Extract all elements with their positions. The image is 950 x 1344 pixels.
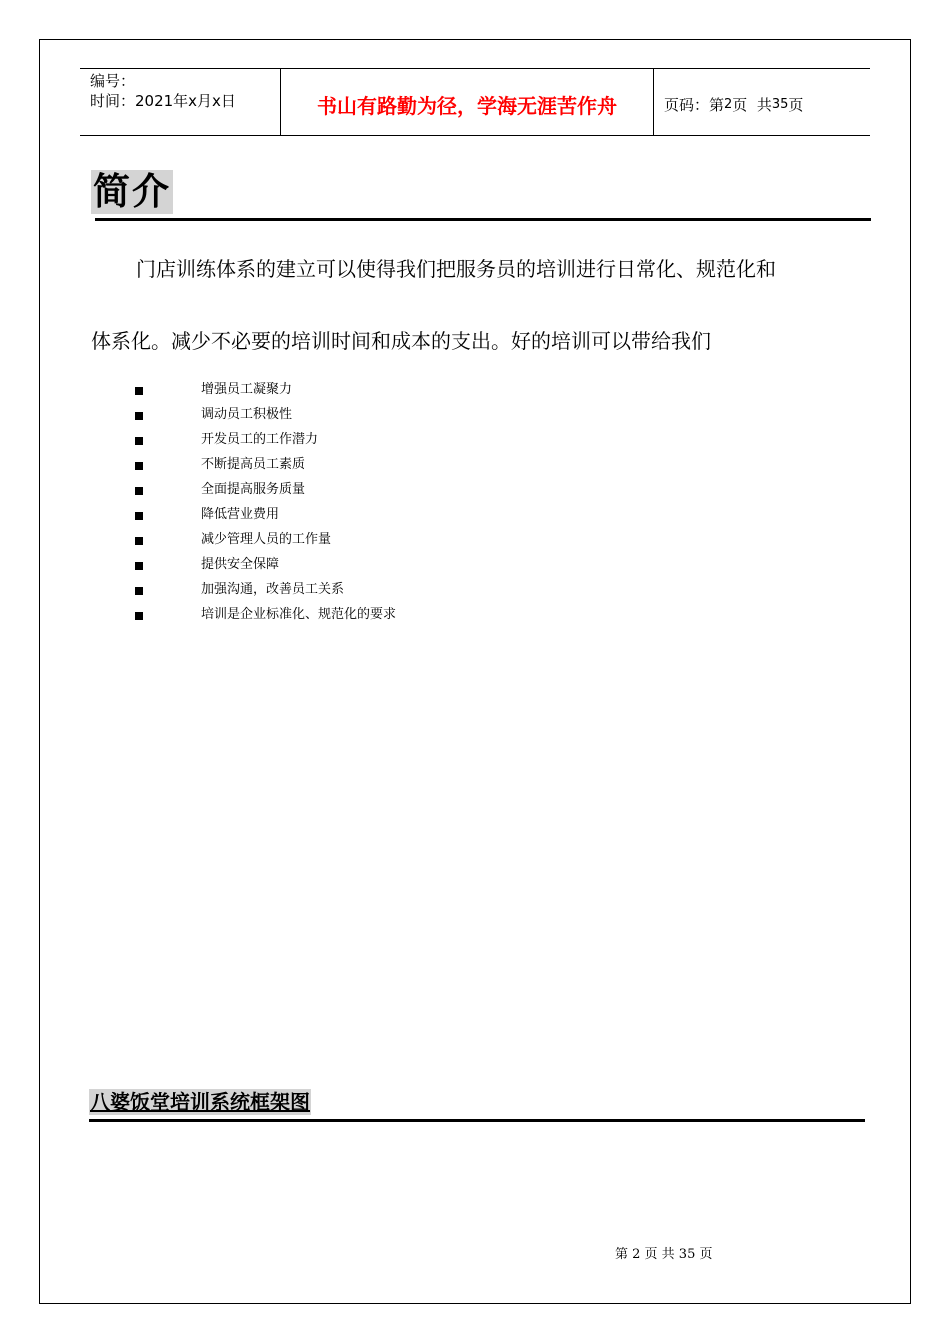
list-item-text: 增强员工凝聚力 (201, 382, 293, 397)
document-id-label: 编号： (90, 72, 136, 90)
header-table (80, 68, 870, 136)
square-bullet-icon (135, 512, 143, 520)
list-item (0, 403, 950, 428)
square-bullet-icon (135, 587, 143, 595)
list-item-text: 加强沟通，改善员工关系 (201, 582, 345, 597)
square-bullet-icon (135, 437, 143, 445)
list-item-text: 培训是企业标准化、规范化的要求 (201, 607, 397, 622)
square-bullet-icon (135, 462, 143, 470)
square-bullet-icon (135, 537, 143, 545)
header-meta-cell (80, 69, 281, 135)
page-number: 2 (724, 96, 733, 112)
benefits-list (0, 378, 950, 628)
square-bullet-icon (135, 612, 143, 620)
framework-heading-rule (89, 1119, 865, 1122)
list-item (0, 578, 950, 603)
footer-page-text: 第 2 页 共 35 页 (615, 1247, 713, 1262)
intro-paragraph-line-1: 门店训练体系的建立可以使得我们把服务员的培训进行日常化、规范化和 (136, 257, 776, 281)
header-page-cell (654, 69, 870, 135)
list-item-text: 不断提高员工素质 (201, 457, 306, 472)
intro-paragraph-line-2: 体系化。减少不必要的培训时间和成本的支出。好的培训可以带给我们 (91, 329, 711, 353)
list-item (0, 503, 950, 528)
list-item (0, 603, 950, 628)
list-item (0, 553, 950, 578)
document-date-label: 时间：2021年x月x日 (90, 92, 236, 110)
square-bullet-icon (135, 487, 143, 495)
intro-heading-rule (95, 218, 871, 221)
list-item (0, 478, 950, 503)
list-item (0, 378, 950, 403)
list-item-text: 开发员工的工作潜力 (201, 432, 319, 447)
page-total: 35 (771, 96, 789, 112)
square-bullet-icon (135, 412, 143, 420)
list-item (0, 453, 950, 478)
page-label-mid: 页 共 (732, 95, 772, 114)
header-motto: 书山有路勤为径，学海无涯苦作舟 (317, 93, 617, 118)
page-label-suffix: 页 (788, 95, 804, 114)
list-item-text: 降低营业费用 (201, 507, 280, 522)
framework-heading: 八婆饭堂培训系统框架图 (90, 1090, 310, 1114)
list-item-text: 全面提高服务质量 (201, 482, 306, 497)
page-label-prefix: 页码：第 (664, 95, 725, 114)
list-item-text: 调动员工积极性 (201, 407, 293, 422)
list-item-text: 减少管理人员的工作量 (201, 532, 332, 547)
square-bullet-icon (135, 387, 143, 395)
header-motto-cell (281, 69, 654, 135)
list-item (0, 528, 950, 553)
list-item-text: 提供安全保障 (201, 557, 280, 572)
square-bullet-icon (135, 562, 143, 570)
list-item (0, 428, 950, 453)
intro-heading: 简介 (93, 170, 171, 213)
